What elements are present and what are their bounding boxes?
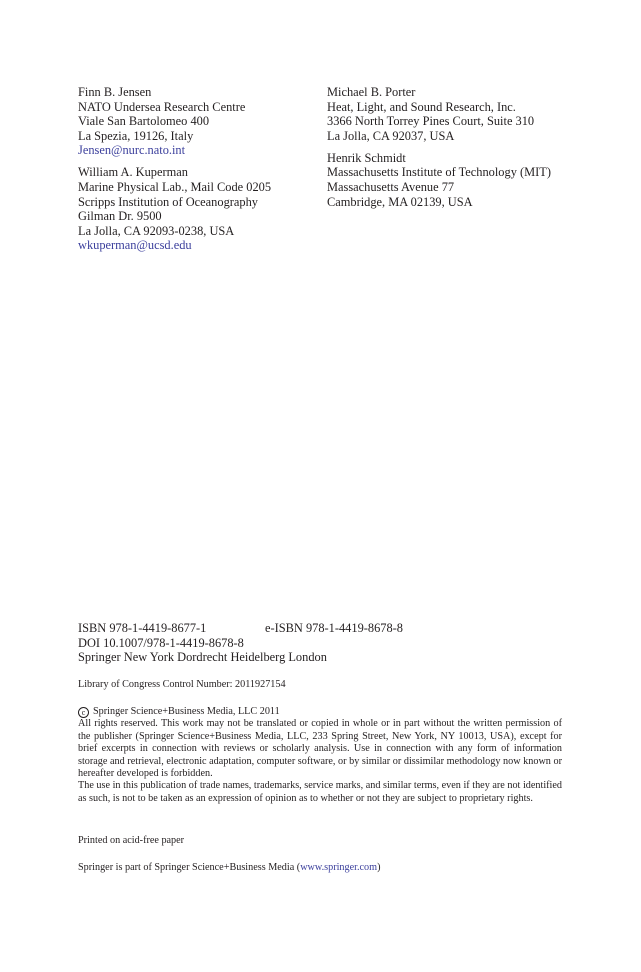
author-city: Cambridge, MA 02139, USA <box>327 194 473 209</box>
author-name: Henrik Schmidt <box>327 150 406 165</box>
author-institution: Scripps Institution of Oceanography <box>78 194 258 209</box>
doi: DOI 10.1007/978-1-4419-8678-8 <box>78 635 244 650</box>
author-street: 3366 North Torrey Pines Court, Suite 310 <box>327 114 535 129</box>
library-of-congress-number: Library of Congress Control Number: 2011927154 <box>78 679 286 690</box>
author-name: Finn B. Jensen <box>78 85 152 99</box>
copyright-holder: Springer Science+Business Media, LLC 2011 <box>93 706 280 717</box>
springer-url-link[interactable]: www.springer.com <box>300 862 378 873</box>
copyright-line <box>78 706 562 718</box>
isbn: ISBN 978-1-4419-8677-1 <box>78 621 207 635</box>
authors-left-column <box>78 85 318 253</box>
printed-note: Printed on acid-free paper <box>78 835 185 846</box>
author-email-link[interactable]: wkuperman@ucsd.edu <box>78 238 192 253</box>
author-address <box>327 151 587 209</box>
author-address <box>78 165 318 253</box>
author-city: La Spezia, 19126, Italy <box>78 128 194 143</box>
spacer <box>327 143 587 151</box>
springer-part-prefix: Springer is part of Springer Science+Business Media ( <box>78 862 301 873</box>
author-name: William A. Kuperman <box>78 165 188 180</box>
rights-paragraph: All rights reserved. This work may not be translated or copied in whole or in part without the written permission of the publisher (Springer Science+Business Media, LLC, 233 Spring Street, New York, NY 10013, USA), except for brief excerpts in connection with reviews or scholarly analysis. Use in connection with any form of information storage and retrieval, electronic adaptation, computer software, or by similar or dissimilar methodology now known or hereafter developed is forbidden. <box>78 718 562 780</box>
authors-right-column <box>327 85 587 209</box>
isbn-row <box>78 621 562 636</box>
publisher-cities: Springer New York Dordrecht Heidelberg London <box>78 650 327 665</box>
author-city: La Jolla, CA 92093-0238, USA <box>78 223 235 238</box>
author-address <box>78 85 318 158</box>
author-name: Michael B. Porter <box>327 85 416 99</box>
author-affiliation: Heat, Light, and Sound Research, Inc. <box>327 99 516 114</box>
author-affiliation: Massachusetts Institute of Technology (MIT) <box>327 165 551 180</box>
spacer <box>78 158 318 166</box>
springer-part-note <box>78 862 562 874</box>
copyright-block <box>78 706 562 805</box>
springer-part-suffix: ) <box>377 862 381 873</box>
e-isbn: e-ISBN 978-1-4419-8678-8 <box>265 621 403 635</box>
isbn-block <box>78 621 562 665</box>
author-street: Massachusetts Avenue 77 <box>327 180 455 195</box>
author-address <box>327 85 587 143</box>
trademark-paragraph: The use in this publication of trade names, trademarks, service marks, and similar terms, even if they are not identified as such, is not to be taken as an expression of opinion as to whether or not they are subject to proprietary rights. <box>78 780 562 804</box>
author-affiliation: NATO Undersea Research Centre <box>78 99 246 114</box>
author-street: Viale San Bartolomeo 400 <box>78 114 210 129</box>
copyright-icon: c <box>78 707 89 718</box>
author-street: Gilman Dr. 9500 <box>78 209 162 224</box>
author-city: La Jolla, CA 92037, USA <box>327 128 455 143</box>
author-email-link[interactable]: Jensen@nurc.nato.int <box>78 143 186 158</box>
author-affiliation: Marine Physical Lab., Mail Code 0205 <box>78 180 272 195</box>
